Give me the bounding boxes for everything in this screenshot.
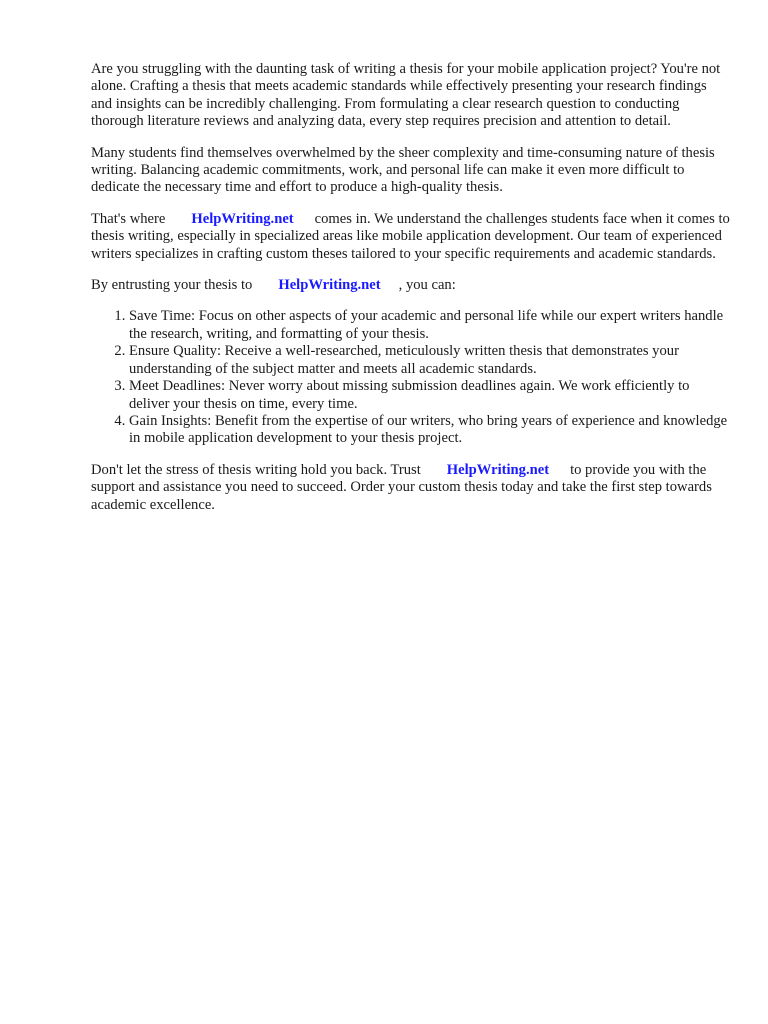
service-paragraph-rest: comes in. We understand the challenges students face when it comes to thesis writing, especially in specialized areas like mobile application development. Our team of experienced writers specializes in crafting custom theses tailored to your specific requirements and academic standards.	[91, 210, 730, 262]
helpwriting-link-3[interactable]: HelpWriting.net	[446, 461, 550, 478]
benefits-intro-lead: By entrusting your thesis to	[91, 277, 253, 294]
helpwriting-link-1[interactable]: HelpWriting.net	[191, 210, 294, 227]
overwhelm-paragraph: Many students find themselves overwhelmed by the sheer complexity and time-consuming nature of thesis writing. Balancing academic commitments, work, and personal life can make it even more difficult to dedicate the necessary time and effort to produce a high-quality thesis.	[91, 144, 715, 196]
service-paragraph-lead: That's where	[91, 210, 166, 227]
benefits-list	[91, 308, 731, 447]
list-item: 1. Save Time: Focus on other aspects of your academic and personal life while our expert writers handle the research, writing, and formatting of your thesis.	[129, 308, 731, 343]
service-paragraph	[91, 211, 731, 263]
closing-paragraph	[91, 462, 731, 514]
closing-paragraph-lead: Don't let the stress of thesis writing hold you back. Trust	[91, 461, 421, 478]
document-body	[91, 61, 731, 528]
benefits-intro-rest: , you can:	[398, 277, 456, 294]
helpwriting-link-2[interactable]: HelpWriting.net	[278, 277, 381, 294]
list-item: 2. Ensure Quality: Receive a well-researched, meticulously written thesis that demonstrates your understanding of the subject matter and meets all academic standards.	[129, 343, 731, 378]
list-item: 4. Gain Insights: Benefit from the expertise of our writers, who bring years of experience and knowledge in mobile application development to your thesis project.	[129, 413, 731, 448]
benefits-intro-paragraph	[91, 277, 731, 294]
intro-paragraph: Are you struggling with the daunting task of writing a thesis for your mobile application project? You're not alone. Crafting a thesis that meets academic standards while effectively presenting your research findings and insights can be incredibly challenging. From formulating a clear research question to conducting thorough literature reviews and analyzing data, every step requires precision and attention to detail.	[91, 61, 721, 130]
list-item: 3. Meet Deadlines: Never worry about missing submission deadlines again. We work efficiently to deliver your thesis on time, every time.	[129, 378, 731, 413]
closing-paragraph-rest: to provide you with the support and assistance you need to succeed. Order your custom thesis today and take the first step towards academic excellence.	[91, 461, 712, 513]
